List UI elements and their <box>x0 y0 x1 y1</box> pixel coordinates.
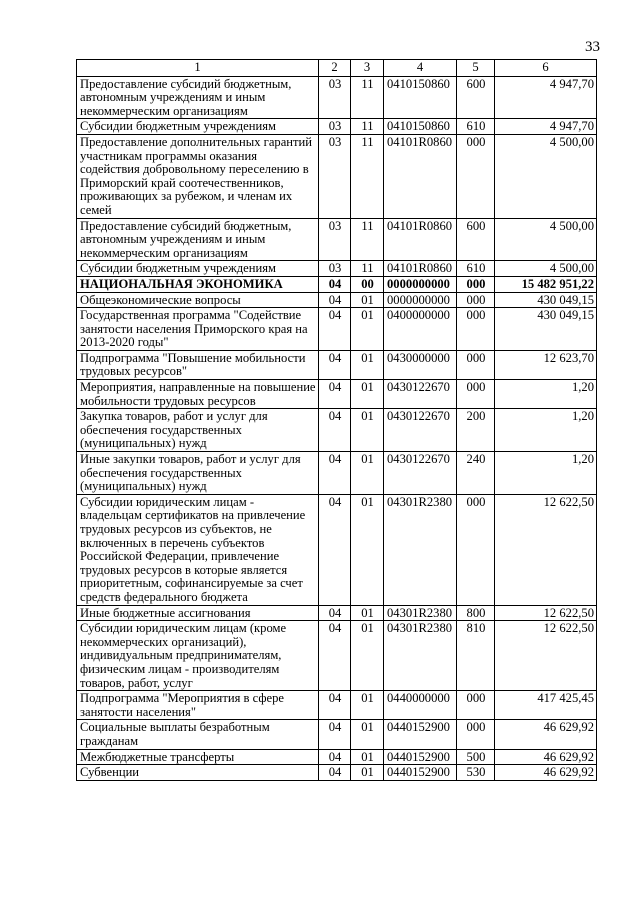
budget-table <box>76 59 597 781</box>
row-section: 03 <box>319 76 351 119</box>
row-section: 04 <box>319 720 351 749</box>
row-name: Предоставление дополнительных гарантий участникам программы оказания содействия добровольному переселению в Приморский край соотечественников, проживающих за рубежом, и членам их семей <box>77 134 319 218</box>
row-target-code: 04301R2380 <box>384 605 457 621</box>
row-expense-type: 000 <box>457 308 495 351</box>
row-subsection: 01 <box>351 605 384 621</box>
row-target-code: 0400000000 <box>384 308 457 351</box>
row-name: Субсидии бюджетным учреждениям <box>77 261 319 277</box>
table-row <box>77 621 597 691</box>
row-subsection: 11 <box>351 76 384 119</box>
row-section: 04 <box>319 621 351 691</box>
row-target-code: 04301R2380 <box>384 621 457 691</box>
row-section: 04 <box>319 380 351 409</box>
table-row <box>77 218 597 261</box>
row-section: 03 <box>319 119 351 135</box>
row-expense-type: 240 <box>457 452 495 495</box>
row-expense-type: 810 <box>457 621 495 691</box>
row-amount: 430 049,15 <box>495 292 597 308</box>
row-name: Субсидии бюджетным учреждениям <box>77 119 319 135</box>
header-col-2: 2 <box>319 60 351 77</box>
table-row <box>77 765 597 781</box>
table-row <box>77 308 597 351</box>
row-subsection: 11 <box>351 218 384 261</box>
table-row <box>77 134 597 218</box>
table-row <box>77 720 597 749</box>
row-target-code: 0440000000 <box>384 691 457 720</box>
row-amount: 4 500,00 <box>495 134 597 218</box>
row-amount: 12 622,50 <box>495 494 597 605</box>
row-expense-type: 000 <box>457 494 495 605</box>
row-section: 04 <box>319 350 351 379</box>
row-name: Подпрограмма "Мероприятия в сфере занятости населения" <box>77 691 319 720</box>
row-name: Межбюджетные трансферты <box>77 749 319 765</box>
row-expense-type: 000 <box>457 380 495 409</box>
row-section: 04 <box>319 691 351 720</box>
row-subsection: 01 <box>351 691 384 720</box>
row-name: Закупка товаров, работ и услуг для обеспечения государственных (муниципальных) нужд <box>77 409 319 452</box>
row-target-code: 0000000000 <box>384 276 457 292</box>
row-expense-type: 000 <box>457 350 495 379</box>
table-row <box>77 350 597 379</box>
table-row <box>77 409 597 452</box>
row-expense-type: 200 <box>457 409 495 452</box>
row-subsection: 11 <box>351 134 384 218</box>
row-amount: 12 622,50 <box>495 621 597 691</box>
row-target-code: 0440152900 <box>384 765 457 781</box>
row-section: 04 <box>319 308 351 351</box>
row-subsection: 01 <box>351 350 384 379</box>
row-name: Социальные выплаты безработным гражданам <box>77 720 319 749</box>
row-name: Субсидии юридическим лицам (кроме некоммерческих организаций), индивидуальным предпринимателям, физическим лицам - производителям товаров, работ, услуг <box>77 621 319 691</box>
table-row <box>77 452 597 495</box>
row-expense-type: 600 <box>457 218 495 261</box>
row-subsection: 01 <box>351 292 384 308</box>
row-section: 04 <box>319 605 351 621</box>
row-name: Государственная программа "Содействие занятости населения Приморского края на 2013-2020 годы" <box>77 308 319 351</box>
row-section: 04 <box>319 409 351 452</box>
row-amount: 12 623,70 <box>495 350 597 379</box>
page-number: 33 <box>585 39 600 55</box>
row-subsection: 01 <box>351 720 384 749</box>
row-target-code: 04101R0860 <box>384 134 457 218</box>
row-expense-type: 000 <box>457 292 495 308</box>
row-expense-type: 000 <box>457 134 495 218</box>
row-target-code: 0410150860 <box>384 76 457 119</box>
row-subsection: 01 <box>351 380 384 409</box>
header-col-4: 4 <box>384 60 457 77</box>
table-header <box>77 60 597 77</box>
row-amount: 430 049,15 <box>495 308 597 351</box>
row-expense-type: 610 <box>457 261 495 277</box>
row-amount: 1,20 <box>495 452 597 495</box>
row-amount: 4 947,70 <box>495 76 597 119</box>
row-target-code: 04101R0860 <box>384 218 457 261</box>
row-section: 04 <box>319 749 351 765</box>
row-name: Подпрограмма "Повышение мобильности трудовых ресурсов" <box>77 350 319 379</box>
table-row <box>77 380 597 409</box>
row-expense-type: 000 <box>457 276 495 292</box>
row-section: 04 <box>319 276 351 292</box>
row-amount: 4 947,70 <box>495 119 597 135</box>
row-target-code: 04301R2380 <box>384 494 457 605</box>
row-amount: 1,20 <box>495 409 597 452</box>
row-amount: 12 622,50 <box>495 605 597 621</box>
row-expense-type: 610 <box>457 119 495 135</box>
row-subsection: 01 <box>351 452 384 495</box>
row-subsection: 01 <box>351 765 384 781</box>
row-expense-type: 000 <box>457 720 495 749</box>
row-section: 03 <box>319 218 351 261</box>
row-name: Общеэкономические вопросы <box>77 292 319 308</box>
table-row <box>77 605 597 621</box>
row-target-code: 0430122670 <box>384 380 457 409</box>
row-amount: 46 629,92 <box>495 765 597 781</box>
row-target-code: 0410150860 <box>384 119 457 135</box>
row-amount: 4 500,00 <box>495 218 597 261</box>
row-subsection: 11 <box>351 119 384 135</box>
header-col-5: 5 <box>457 60 495 77</box>
table-row <box>77 691 597 720</box>
row-name: Иные бюджетные ассигнования <box>77 605 319 621</box>
row-section: 03 <box>319 261 351 277</box>
row-expense-type: 000 <box>457 691 495 720</box>
row-target-code: 0440152900 <box>384 720 457 749</box>
table-row <box>77 494 597 605</box>
row-subsection: 01 <box>351 621 384 691</box>
row-subsection: 01 <box>351 308 384 351</box>
row-amount: 417 425,45 <box>495 691 597 720</box>
table-row <box>77 76 597 119</box>
row-name: Предоставление субсидий бюджетным, автономным учреждениям и иным некоммерческим организациям <box>77 218 319 261</box>
table-row <box>77 749 597 765</box>
row-amount: 46 629,92 <box>495 720 597 749</box>
row-target-code: 0430122670 <box>384 452 457 495</box>
row-subsection: 11 <box>351 261 384 277</box>
row-amount: 1,20 <box>495 380 597 409</box>
row-expense-type: 600 <box>457 76 495 119</box>
row-amount: 46 629,92 <box>495 749 597 765</box>
table-row <box>77 276 597 292</box>
row-section: 03 <box>319 134 351 218</box>
header-col-3: 3 <box>351 60 384 77</box>
row-name: НАЦИОНАЛЬНАЯ ЭКОНОМИКА <box>77 276 319 292</box>
row-amount: 4 500,00 <box>495 261 597 277</box>
row-name: Мероприятия, направленные на повышение мобильности трудовых ресурсов <box>77 380 319 409</box>
row-target-code: 0000000000 <box>384 292 457 308</box>
table-row <box>77 261 597 277</box>
row-section: 04 <box>319 292 351 308</box>
row-subsection: 01 <box>351 494 384 605</box>
header-col-1: 1 <box>77 60 319 77</box>
row-name: Субвенции <box>77 765 319 781</box>
table-row <box>77 119 597 135</box>
table-row <box>77 292 597 308</box>
header-col-6: 6 <box>495 60 597 77</box>
row-name: Предоставление субсидий бюджетным, автономным учреждениям и иным некоммерческим организациям <box>77 76 319 119</box>
row-section: 04 <box>319 494 351 605</box>
row-expense-type: 530 <box>457 765 495 781</box>
row-target-code: 04101R0860 <box>384 261 457 277</box>
row-expense-type: 500 <box>457 749 495 765</box>
table-body <box>77 76 597 780</box>
row-subsection: 00 <box>351 276 384 292</box>
row-target-code: 0430000000 <box>384 350 457 379</box>
row-section: 04 <box>319 452 351 495</box>
row-subsection: 01 <box>351 749 384 765</box>
row-name: Иные закупки товаров, работ и услуг для обеспечения государственных (муниципальных) нужд <box>77 452 319 495</box>
row-target-code: 0430122670 <box>384 409 457 452</box>
row-expense-type: 800 <box>457 605 495 621</box>
row-name: Субсидии юридическим лицам - владельцам сертификатов на привлечение трудовых ресурсов из субъектов, не включенных в перечень субъектов Российской Федерации, привлечение трудовых ресурсов в которые является приоритетным, софинансируемые за счет средств федерального бюджета <box>77 494 319 605</box>
row-subsection: 01 <box>351 409 384 452</box>
row-section: 04 <box>319 765 351 781</box>
row-amount: 15 482 951,22 <box>495 276 597 292</box>
header-row <box>77 60 597 77</box>
row-target-code: 0440152900 <box>384 749 457 765</box>
